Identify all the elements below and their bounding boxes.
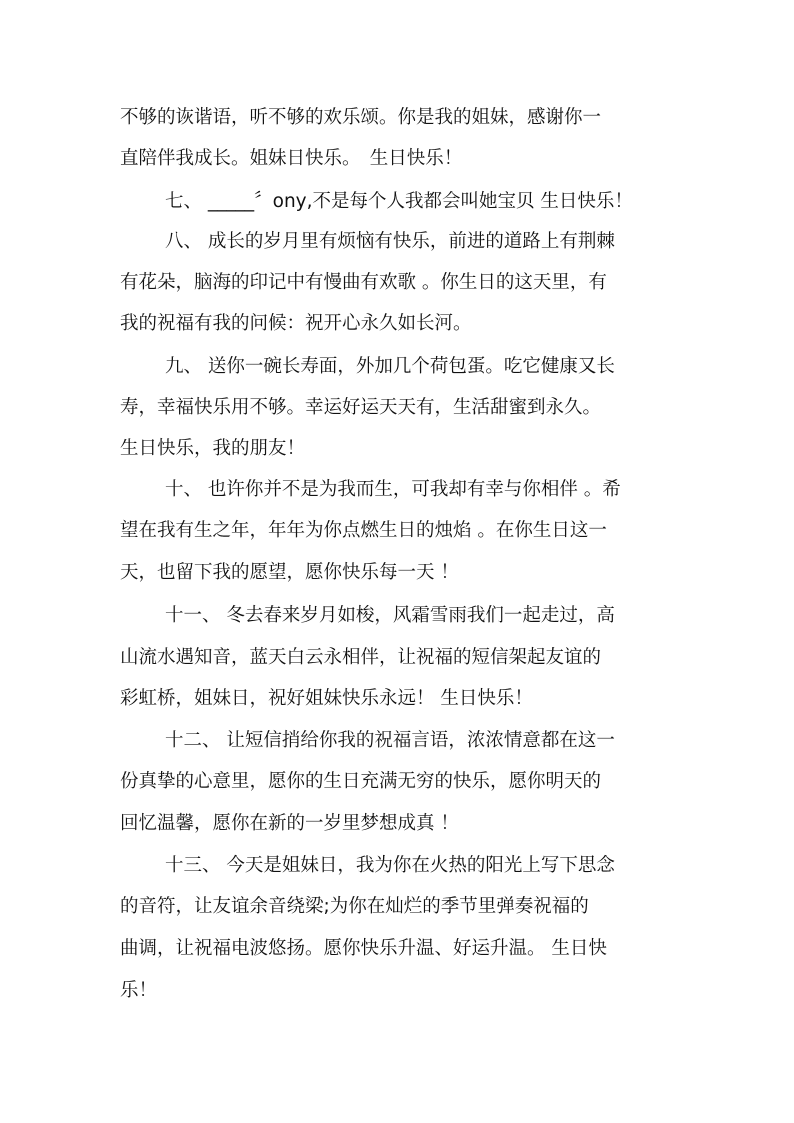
text-line: 十一、 冬去春来岁月如梭，风霜雪雨我们一起走过，高 (165, 605, 615, 626)
text-line: 生日快乐，我的朋友！ (120, 438, 306, 459)
text-line: 九、 送你一碗长寿面，外加几个荷包蛋。吃它健康又长 (165, 356, 615, 377)
text-line: 不够的诙谐语，听不够的欢乐颂。你是我的姐妹，感谢你一 (120, 107, 602, 128)
text-line: 的音符，让友谊余音绕梁;为你在灿烂的季节里弹奏祝福的 (120, 896, 589, 917)
text-line: 彩虹桥，姐妹日，祝好姐妹快乐永远！ 生日快乐！ (120, 688, 533, 709)
text-line: 我的祝福有我的问候：祝开心永久如长河。 (120, 313, 472, 334)
text-line: 直陪伴我成长。姐妹日快乐。 生日快乐！ (120, 148, 463, 169)
text-line: 望在我有生之年，年年为你点燃生日的烛焰 。在你生日这一 (120, 520, 607, 541)
text-line: 七、 _____〞ony,不是每个人我都会叫她宝贝 生日快乐！ (165, 191, 633, 212)
text-line: 曲调，让祝福电波悠扬。愿你快乐升温、好运升温。 生日快 (120, 938, 607, 959)
text-line: 山流水遇知音，蓝天白云永相伴，让祝福的短信架起友谊的 (120, 647, 602, 668)
text-line: 天，也留下我的愿望，愿你快乐每一天 ！ (120, 562, 459, 583)
text-line: 十三、 今天是姐妹日，我为你在火热的阳光上写下思念 (165, 855, 615, 876)
text-line: 有花朵，脑海的印记中有慢曲有欢歌 。你生日的这天里，有 (120, 272, 607, 293)
text-line: 乐！ (120, 980, 158, 1001)
text-line: 十、 也许你并不是为我而生，可我却有幸与你相伴 。希 (165, 479, 621, 500)
text-line: 十二、 让短信捎给你我的祝福言语，浓浓情意都在这一 (165, 730, 615, 751)
text-line: 寿，幸福快乐用不够。幸运好运天天有，生活甜蜜到永久。 (120, 397, 602, 418)
text-line: 八、 成长的岁月里有烦恼有快乐，前进的道路上有荆棘 (165, 231, 615, 252)
text-line: 回忆温馨，愿你在新的一岁里梦想成真 ！ (120, 813, 459, 834)
text-line: 份真挚的心意里，愿你的生日充满无穷的快乐，愿你明天的 (120, 771, 602, 792)
